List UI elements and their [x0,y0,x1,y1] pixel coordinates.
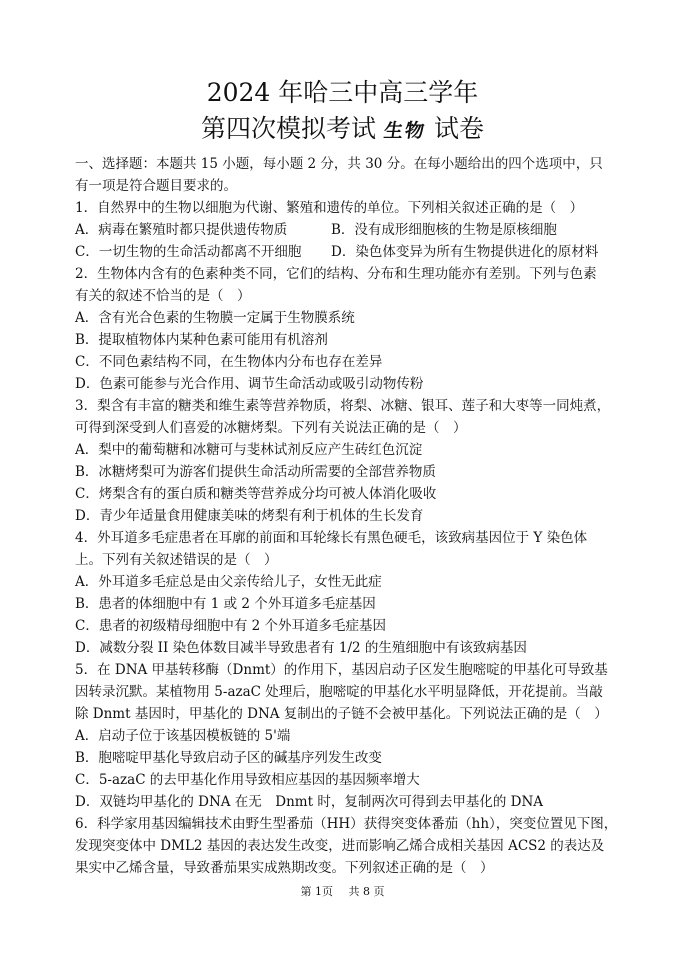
q2-stem-line1: 2．生物体内含有的色素种类不同，它们的结构、分布和生理功能亦有差别。下列与色素 [75,266,597,282]
section-intro-line1: 一、选择题：本题共 15 小题，每小题 2 分，共 30 分。在每小题给出的四个选项中，只 [75,156,603,172]
q2-option-a: A．含有光合色素的生物膜一定属于生物膜系统 [75,310,355,326]
q4-option-b: B．患者的体细胞中有 1 或 2 个外耳道多毛症基因 [75,596,376,612]
q2-stem-line2: 有关的叙述不恰当的是（ ） [75,288,251,304]
q4-stem-line1: 4．外耳道多毛症患者在耳廓的前面和耳轮缘长有黑色硬毛，该致病基因位于 Y 染色体 [75,530,588,546]
q3-option-d: D．青少年适量食用健康美味的烤梨有利于机体的生长发育 [75,508,424,524]
page-number: 第 1页 [300,885,333,898]
exam-title-suffix: 试卷 [434,114,485,143]
q5-option-c: C．5-azaC 的去甲基化作用导致相应基因的基因频率增大 [75,772,420,788]
q5-option-b: B．胞嘧啶甲基化导致启动子区的碱基序列发生改变 [75,750,382,766]
q1-option-b: B．没有成形细胞核的生物是原核细胞 [331,222,557,238]
q6-stem-line2: 发现突变体中 DML2 基因的表达发生改变，进而影响乙烯合成相关基因 ACS2 的表达及 [75,838,605,854]
q4-option-c: C．患者的初级精母细胞中有 2 个外耳道多毛症基因 [75,618,387,634]
exam-title-line2 [0,114,685,146]
exam-title-prefix: 第四次模拟考试 [200,114,376,143]
q5-stem-line1: 5．在 DNA 甲基转移酶（Dnmt）的作用下，基因启动子区发生胞嘧啶的甲基化可导致基 [75,662,608,678]
page-total: 共 8 页 [348,885,385,898]
q4-stem-line2: 上。下列有关叙述错误的是（ ） [75,552,278,568]
q1-option-c: C．一切生物的生命活动都离不开细胞 [75,244,302,260]
q2-option-d: D．色素可能参与光合作用、调节生命活动或吸引动物传粉 [75,376,424,392]
q5-option-d: D．双链均甲基化的 DNA 在无 Dnmt 时，复制两次可得到去甲基化的 DNA [75,794,544,810]
q2-option-b: B．提取植物体内某种色素可能用有机溶剂 [75,332,328,348]
q6-stem-line1: 6．科学家用基因编辑技术由野生型番茄（HH）获得突变体番茄（hh），突变位置见下图， [75,816,618,832]
q5-stem-line2: 因转录沉默。某植物用 5-azaC 处理后，胞嘧啶的甲基化水平明显降低，开花提前。当敲 [75,684,603,700]
q1-stem: 1．自然界中的生物以细胞为代谢、繁殖和遗传的单位。下列相关叙述正确的是（ ） [75,200,584,216]
q3-stem-line2: 可得到深受到人们喜爱的冰糖烤梨。下列有关说法正确的是（ ） [75,420,467,436]
exam-title-line1: 2024 年哈三中高三学年 [206,78,479,107]
q3-stem-line1: 3．梨含有丰富的糖类和维生素等营养物质，将梨、冰糖、银耳、莲子和大枣等一同炖煮， [75,398,611,414]
q5-option-a: A．启动子位于该基因模板链的 5'端 [75,728,291,744]
q1-option-a: A．病毒在繁殖时都只提供遗传物质 [75,222,288,238]
q4-option-a: A．外耳道多毛症总是由父亲传给儿子，女性无此症 [75,574,382,590]
q3-option-b: B．冰糖烤梨可为游客们提供生命活动所需要的全部营养物质 [75,464,436,480]
q1-option-d: D．染色体变异为所有生物提供进化的原材料 [331,244,599,260]
q3-option-a: A．梨中的葡萄糖和冰糖可与斐林试剂反应产生砖红色沉淀 [75,442,423,458]
q3-option-c: C．烤梨含有的蛋白质和糖类等营养成分均可被人体消化吸收 [75,486,437,502]
q5-stem-line3: 除 Dnmt 基因时，甲基化的 DNA 复制出的子链不会被甲基化。下列说法正确的是（ ） [75,706,608,722]
page-footer [0,885,685,899]
q2-option-c: C．不同色素结构不同，在生物体内分布也存在差异 [75,354,383,370]
q6-stem-line3: 果实中乙烯含量，导致番茄果实成熟期改变。下列叙述正确的是（ ） [75,860,494,876]
q4-option-d: D．减数分裂 II 染色体数目减半导致患者有 1/2 的生殖细胞中有该致病基因 [75,640,527,656]
q1-options-row1 [75,221,615,239]
subject-name: 生物 [382,120,428,142]
section-intro-line2: 有一项是符合题目要求的。 [75,178,237,194]
q1-options-row2 [75,243,615,261]
